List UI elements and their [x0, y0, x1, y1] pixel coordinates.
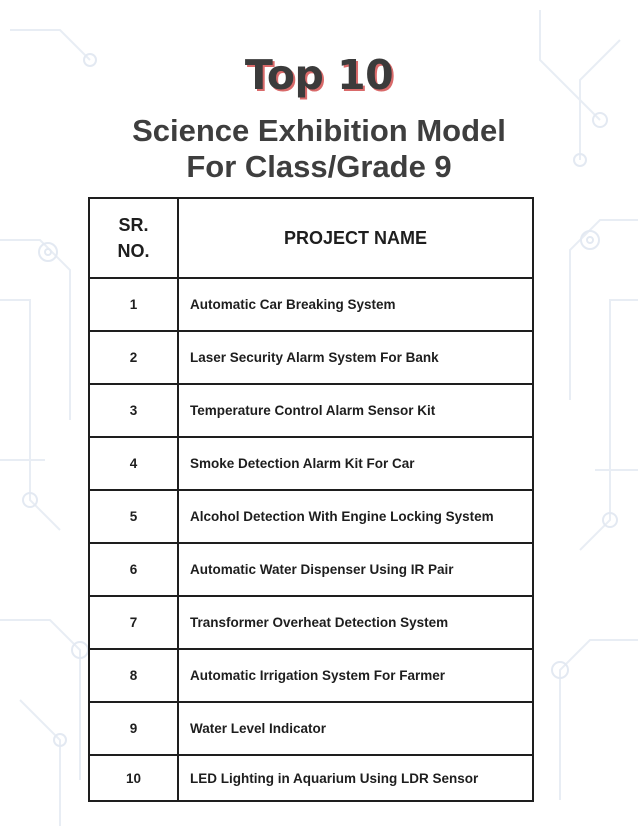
sr-cell: 8 — [89, 649, 178, 702]
sr-cell: 10 — [89, 755, 178, 801]
column-header-sr-line1: SR. — [118, 215, 149, 235]
project-name-cell: Temperature Control Alarm Sensor Kit — [178, 384, 533, 437]
subtitle-line-1: Science Exhibition Model — [132, 113, 506, 148]
table-row — [89, 437, 533, 490]
sr-cell: 9 — [89, 702, 178, 755]
project-name-cell: LED Lighting in Aquarium Using LDR Sensor — [178, 755, 533, 801]
column-header-sr-no — [89, 198, 178, 278]
project-name-cell: Alcohol Detection With Engine Locking System — [178, 490, 533, 543]
project-name-cell: Automatic Irrigation System For Farmer — [178, 649, 533, 702]
table-row — [89, 702, 533, 755]
table-row — [89, 543, 533, 596]
sr-cell: 2 — [89, 331, 178, 384]
table-row — [89, 490, 533, 543]
project-name-cell: Smoke Detection Alarm Kit For Car — [178, 437, 533, 490]
page-subtitle — [0, 113, 638, 185]
project-name-cell: Automatic Car Breaking System — [178, 278, 533, 331]
project-name-cell: Automatic Water Dispenser Using IR Pair — [178, 543, 533, 596]
top-ten-title: Top 10 — [244, 51, 394, 99]
project-name-cell: Laser Security Alarm System For Bank — [178, 331, 533, 384]
sr-cell: 7 — [89, 596, 178, 649]
project-name-cell: Water Level Indicator — [178, 702, 533, 755]
sr-cell: 3 — [89, 384, 178, 437]
table-row — [89, 755, 533, 801]
column-header-sr-line2: NO. — [117, 241, 150, 261]
projects-table — [88, 197, 534, 802]
subtitle-line-2: For Class/Grade 9 — [186, 149, 452, 184]
table-row — [89, 596, 533, 649]
table-row — [89, 649, 533, 702]
sr-cell: 6 — [89, 543, 178, 596]
table-header-row — [89, 198, 533, 278]
table-row — [89, 331, 533, 384]
column-header-project-name: PROJECT NAME — [178, 198, 533, 278]
sr-cell: 1 — [89, 278, 178, 331]
table-row — [89, 384, 533, 437]
table-row — [89, 278, 533, 331]
sr-cell: 4 — [89, 437, 178, 490]
sr-cell: 5 — [89, 490, 178, 543]
project-name-cell: Transformer Overheat Detection System — [178, 596, 533, 649]
